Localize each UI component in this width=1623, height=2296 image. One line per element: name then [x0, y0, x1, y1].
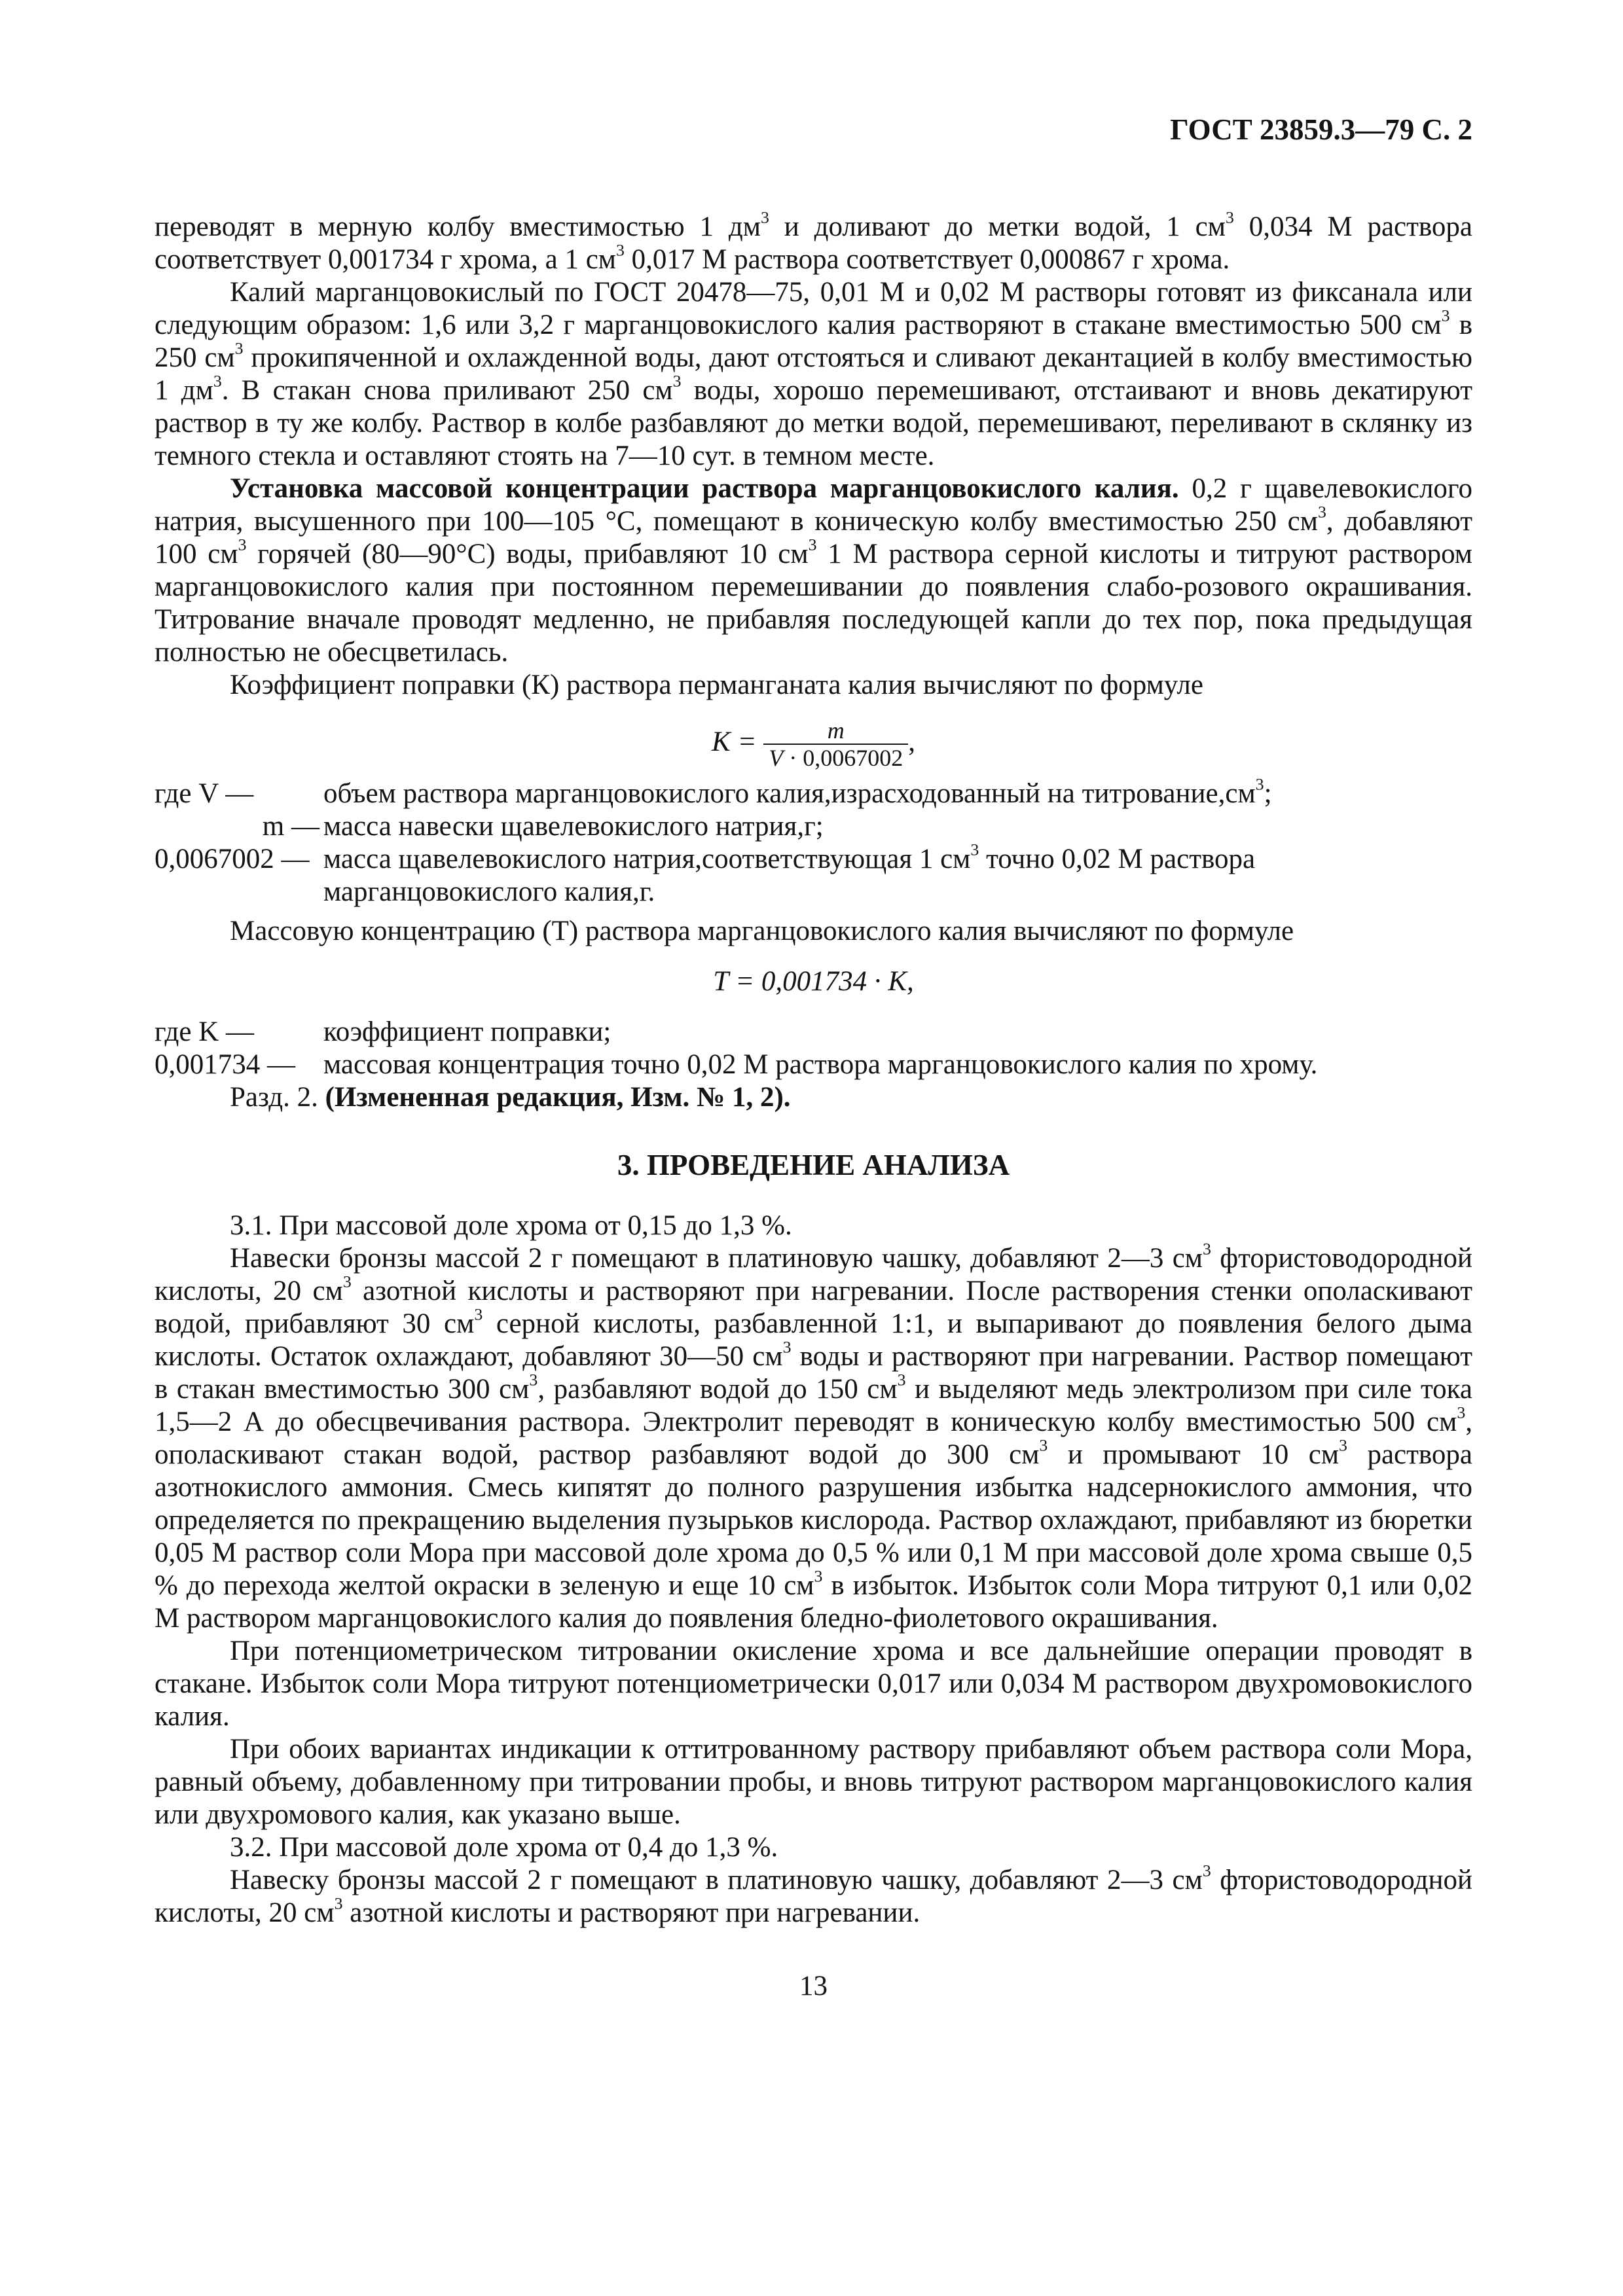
- formula-lhs: K =: [712, 726, 757, 757]
- formula-den-var: V: [769, 745, 784, 771]
- legend-description: коэффициент поправки;: [323, 1016, 611, 1047]
- formula-numerator: m: [827, 717, 845, 744]
- formula-fraction: [763, 717, 908, 771]
- paragraph: Навески бронзы массой 2 г помещают в платиновую чашку, добавляют 2—3 $см^3$ фтористоводородной кислоты, 20 $см^3$ азотной кислоты и растворяют при нагревании. После растворения стенки ополаскивают водой, прибавляют 30 $см^3$ серной кислоты, разбавленной 1:1, и выпаривают до появления белого дыма кислоты. Остаток охлаждают, добавляют 30—50 $см^3$ воды и растворяют при нагревании. Раствор помещают в стакан вместимостью 300 $см^3$, разбавляют водой до 150 $см^3$ и выделяют медь электролизом при силе тока 1,5—2 А до обесцвечивания раствора. Электролит переводят в коническую колбу вместимостью 500 $см^3$, ополаскивают стакан водой, раствор разбавляют водой до 300 $см^3$ и промывают 10 $см^3$ раствора азотнокислого аммония. Смесь кипятят до полного разрушения избытка надсернокислого аммония, что определяется по прекращению выделения пузырьков кислорода. Раствор охлаждают, прибавляют из бюретки 0,05 М раствор соли Мора при массовой доле хрома до 0,5 % или 0,1 М при массовой доле хрома свыше 0,5 % до перехода желтой окраски в зеленую и еще 10 $см^3$ в избыток. Избыток соли Мора титруют 0,1 или 0,02 М раствором марганцовокислого калия до появления бледно-фиолетового окрашивания.: [155, 1239, 1473, 1634]
- document-page: [155, 110, 1472, 2002]
- legend-description: объем раствора марганцовокислого калия,израсходованный на $титрование,см^3$;: [323, 774, 1272, 809]
- variable-legend: [155, 1016, 1472, 1081]
- paragraph: Навеску бронзы массой 2 г помещают в платиновую чашку, добавляют 2—3 $см^3$ фтористоводородной кислоты, 20 $см^3$ азотной кислоты и растворяют при нагревании.: [155, 1861, 1472, 1928]
- paragraph-lead: Установка массовой концентрации раствора марганцовокислого калия.: [230, 473, 1179, 504]
- legend-symbol: 0,001734 —: [155, 1049, 295, 1080]
- formula-denominator: [763, 744, 908, 771]
- section-heading: 3. ПРОВЕДЕНИЕ АНАЛИЗА: [617, 1149, 1010, 1181]
- paragraph: Массовую концентрацию (Т) раствора марганцовокислого калия вычисляют по формуле: [230, 916, 1294, 946]
- legend-symbol: 0,0067002 —: [155, 844, 310, 874]
- legend-symbol: m —: [262, 811, 319, 842]
- paragraph: переводят в мерную колбу вместимостью 1 $дм^3$ и доливают до метки водой, 1 $см^3$ 0,034 М раствора соответствует 0,001734 г хрома, а 1 $см^3$ 0,017 М раствора соответствует 0,000867 г хрома.: [155, 207, 1473, 275]
- legend-description: масса навески щавелевокислого натрия,г;: [323, 811, 824, 842]
- variable-legend: [155, 774, 1472, 908]
- paragraph: При обоих вариантах индикации к оттитрованному раствору прибавляют объем раствора соли Мора, равный объему, добавленному при титровании пробы, и вновь титруют раствором марганцовокислого калия или двухромового калия, как указано выше.: [155, 1734, 1472, 1830]
- legend-description: масса щавелевокислого натрия,соответствующая 1 $см^3$ точно 0,02 М раствора марганцовокислого калия,г.: [323, 840, 1256, 907]
- paragraph: 3.2. При массовой доле хрома от 0,4 до 1,3 %.: [230, 1832, 778, 1863]
- revision-prefix: Разд. 2.: [230, 1082, 318, 1113]
- formula-k: [155, 717, 1472, 771]
- legend-symbol: где K —: [155, 1016, 255, 1047]
- formula-trail: ,: [908, 726, 915, 757]
- page-header: ГОСТ 23859.3—79 С. 2: [1170, 113, 1472, 146]
- revision-note: [155, 1081, 1472, 1114]
- paragraph: Коэффициент поправки (К) раствора перманганата калия вычисляют по формуле: [230, 670, 1203, 700]
- paragraph: При потенциометрическом титровании окисление хрома и все дальнейшие операции проводят в стакане. Избыток соли Мора титруют потенциометрически 0,017 или 0,034 М раствором двухромовокислого калия.: [155, 1636, 1472, 1732]
- paragraph: 3.1. При массовой доле хрома от 0,15 до 1,3 %.: [230, 1210, 792, 1241]
- paragraph: [155, 473, 1472, 669]
- formula-t: T = 0,001734 · K,: [713, 966, 914, 997]
- paragraph: Калий марганцовокислый по ГОСТ 20478—75, 0,01 М и 0,02 М растворы готовят из фиксанала или следующим образом: 1,6 или 3,2 г марганцовокислого калия растворяют в стакане вместимостью 500 $см^3$ в 250 $см^3$ прокипяченной и охлажденной воды, дают отстояться и сливают декантацией в колбу вместимостью 1 $дм^3$. В стакан снова приливают 250 $см^3$ воды, хорошо перемешивают, отстаивают и вновь декатируют раствор в ту же колбу. Раствор в колбе разбавляют до метки водой, перемешивают, переливают в склянку из темного стекла и оставляют стоять на 7—10 сут. в темном месте.: [155, 277, 1473, 471]
- revision-bold: (Измененная редакция, Изм. № 1, 2).: [325, 1082, 791, 1113]
- formula-den-rest: · 0,0067002: [783, 745, 903, 771]
- legend-description: массовая концентрация точно 0,02 М раствора марганцовокислого калия по хрому.: [323, 1049, 1318, 1080]
- page-number: 13: [799, 1971, 828, 2001]
- paragraph-text: 0,2 г щавелевокислого натрия, высушенного при 100—105 °С, помещают в коническую колбу вместимостью 250 $см^3$, добавляют 100 $см^3$ горячей (80—90°С) воды, прибавляют 10 $см^3$ 1 М раствора серной кислоты и титруют раствором марганцовокислого калия при постоянном перемешивании до появления слабо-розового окрашивания. Титрование вначале проводят медленно, не прибавляя последующей капли до тех пор, пока предыдущая полностью не обесцветилась.: [155, 473, 1473, 668]
- legend-symbol: где V —: [155, 778, 254, 809]
